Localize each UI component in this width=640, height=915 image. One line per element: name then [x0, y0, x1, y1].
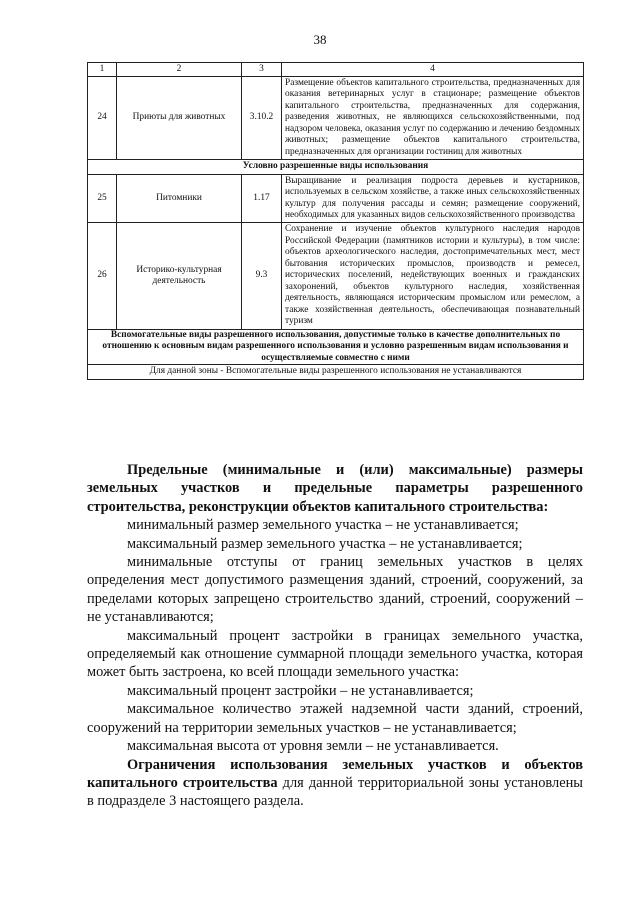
restrictions-paragraph [87, 756, 583, 811]
parameter-item: минимальные отступы от границ земельных участков в целях определения мест допустимого размещения зданий, строений, сооружений, за пределами которых запрещено строительство зданий, строений, сооружений – не устанавливаются; [87, 554, 583, 626]
use-name: Питомники [117, 174, 242, 223]
conditional-section-title: Условно разрешенные виды использования [88, 160, 584, 174]
parameter-item: максимальный процент застройки – не устанавливается; [127, 682, 474, 699]
header-cell-4: 4 [282, 63, 584, 77]
use-name: Приюты для животных [117, 76, 242, 159]
auxiliary-note-row [88, 365, 584, 379]
land-use-table [87, 62, 584, 380]
use-description: Сохранение и изучение объектов культурного наследия народов Российской Федерации (памятников истории и культуры), в том числе: объектов археологического наследия, достопримечательных мест, мест бытования исторических промыслов, производств и ремесел, исторических поселений, недействующих военных и гражданских захоронений, объектов культурного наследия, хозяйственная деятельность, являющаяся историческим промыслом или ремеслом, а также хозяйственная деятельность, обеспечивающая познавательный туризм [282, 223, 584, 329]
use-name: Историко-культурная деятельность [117, 223, 242, 329]
header-cell-3: 3 [242, 63, 282, 77]
parameter-item: максимальная высота от уровня земли – не устанавливается. [127, 738, 499, 755]
parameters-heading: Предельные (минимальные и (или) максимальные) размеры земельных участков и предельные параметры разрешенного строительства, реконструкции объектов капитального строительства: [87, 462, 583, 515]
use-code: 9.3 [242, 223, 282, 329]
restrictions-bold: Ограничения использования земельных участков и объектов капитального строительства [87, 756, 583, 791]
use-code: 3.10.2 [242, 76, 282, 159]
restrictions-rest: для данной территориальной зоны установлены в подразделе 3 настоящего раздела. [87, 774, 583, 810]
parameters-text [87, 461, 583, 811]
table-row [88, 76, 584, 159]
parameter-item: максимальный размер земельного участка – не устанавливается; [127, 535, 523, 552]
table-row [88, 174, 584, 223]
row-number: 25 [88, 174, 117, 223]
use-code: 1.17 [242, 174, 282, 223]
row-number: 24 [88, 76, 117, 159]
auxiliary-section-row [88, 329, 584, 364]
use-description: Размещение объектов капитального строительства, предназначенных для оказания ветеринарных услуг в стационаре; размещение объектов капитального строительства, предназначенных для содержания, разведения животных, не являющихся сельскохозяйственными, под надзором человека, оказания услуг по содержанию и лечению бездомных животных; размещение объектов капитального строительства, предназначенных для организации гостиниц для животных [282, 76, 584, 159]
page-number: 38 [313, 32, 327, 47]
table-header-row [88, 63, 584, 77]
parameter-item: максимальный процент застройки в границах земельного участка, определяемый как отношение суммарной площади земельного участка, которая может быть застроена, ко всей площади земельного участка: [87, 627, 583, 681]
use-description: Выращивание и реализация подроста деревьев и кустарников, используемых в сельском хозяйстве, а также иных сельскохозяйственных культур для получения рассады и семян; размещение сооружений, необходимых для указанных видов сельскохозяйственного производства [282, 174, 584, 223]
auxiliary-section-title: Вспомогательные виды разрешенного использования, допустимые только в качестве дополнительных по отношению к основным видам разрешенного использования и условно разрешенным видам использования и осуществляемые совместно с ними [88, 329, 584, 364]
table-row [88, 223, 584, 329]
auxiliary-note: Для данной зоны - Вспомогательные виды разрешенного использования не устанавливаются [88, 365, 584, 379]
header-cell-2: 2 [117, 63, 242, 77]
header-cell-1: 1 [88, 63, 117, 77]
row-number: 26 [88, 223, 117, 329]
parameter-item: минимальный размер земельного участка – не устанавливается; [127, 517, 519, 534]
conditional-section-row [88, 160, 584, 174]
parameter-item: максимальное количество этажей надземной части зданий, строений, сооружений на территории земельных участков – не устанавливается; [87, 701, 583, 736]
